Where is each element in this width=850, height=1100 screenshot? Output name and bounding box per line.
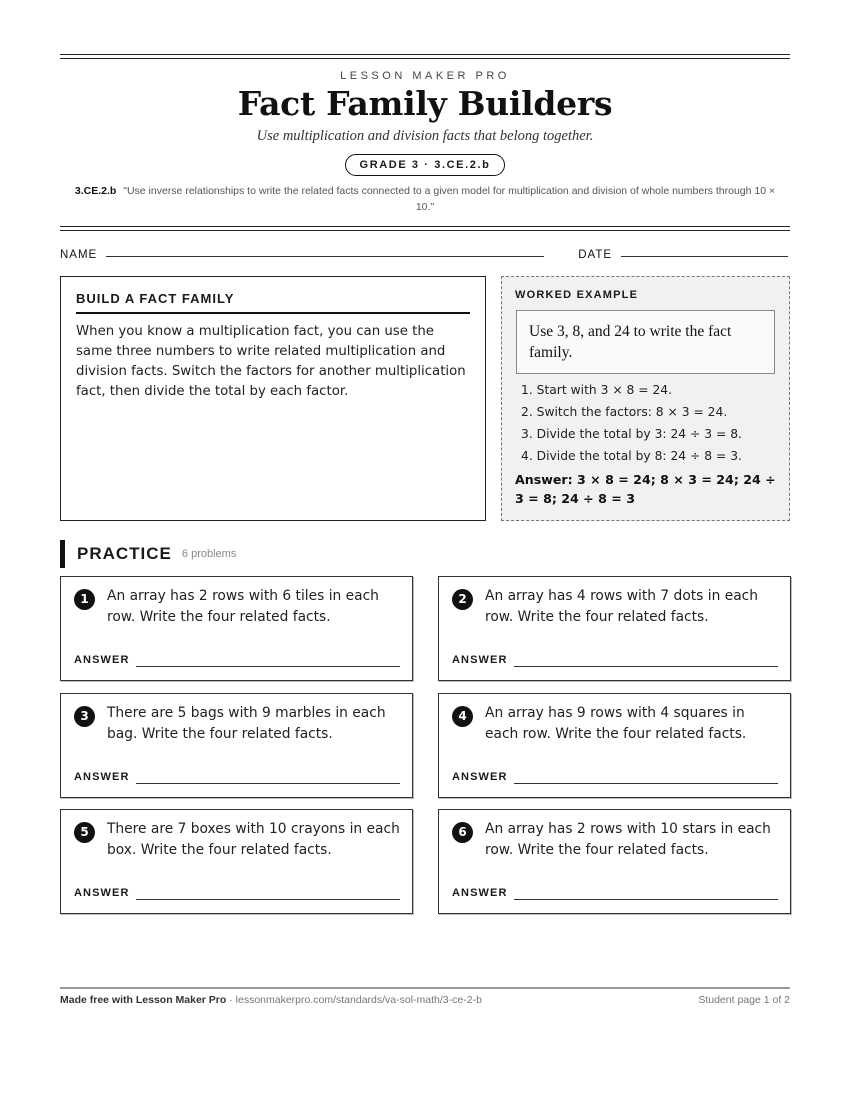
answer-field[interactable] xyxy=(136,783,400,784)
problem-text: An array has 9 rows with 4 squares in each row. Write the four related facts. xyxy=(485,705,747,742)
date-label: DATE xyxy=(578,249,613,261)
worked-example-step: 2. Switch the factors: 8 × 3 = 24. xyxy=(521,405,728,419)
problem-text: There are 7 boxes with 10 crayons in each box. Write the four related facts. xyxy=(107,821,400,858)
page-subtitle: Use multiplication and division facts that belong together. xyxy=(256,128,594,144)
standard-description xyxy=(72,183,778,215)
problem-text: There are 5 bags with 9 marbles in each bag. Write the four related facts. xyxy=(107,705,386,742)
answer-label: ANSWER xyxy=(452,654,508,666)
standard-code: 3.CE.2.b xyxy=(74,185,117,197)
grade-badge: GRADE 3 · 3.CE.2.b xyxy=(345,154,506,176)
problem-number-badge: 2 xyxy=(452,589,473,610)
build-fact-family-box xyxy=(60,276,486,521)
footer-rule xyxy=(60,987,790,989)
brand-name: LESSON MAKER PRO xyxy=(340,70,510,82)
problem-number-badge: 3 xyxy=(74,706,95,727)
worksheet-page xyxy=(60,0,790,1006)
problem-number-badge: 1 xyxy=(74,589,95,610)
standard-text: "Use inverse relationships to write the related facts connected to a given model for multiplication and division of whole numbers through 10 × 10." xyxy=(123,185,776,213)
worked-example-step: 3. Divide the total by 3: 24 ÷ 3 = 8. xyxy=(521,427,742,441)
footer xyxy=(60,994,790,1006)
practice-heading: PRACTICE xyxy=(77,544,172,563)
intro-heading: BUILD A FACT FAMILY xyxy=(76,291,470,314)
worked-example-heading: WORKED EXAMPLE xyxy=(515,289,639,301)
answer-field[interactable] xyxy=(514,666,778,667)
page-indicator: Student page 1 of 2 xyxy=(698,994,790,1006)
grade-badge-wrap xyxy=(60,153,790,176)
intro-panels xyxy=(60,276,790,521)
problem-number-badge: 5 xyxy=(74,822,95,843)
worked-example-prompt: Use 3, 8, and 24 to write the fact family. xyxy=(516,310,775,374)
practice-header xyxy=(60,540,236,568)
name-label: NAME xyxy=(60,249,98,261)
answer-field[interactable] xyxy=(136,899,400,900)
answer-label: ANSWER xyxy=(74,887,130,899)
answer-label: ANSWER xyxy=(74,654,130,666)
worked-example-box xyxy=(501,276,790,521)
problem-count: 6 problems xyxy=(181,548,237,560)
footer-credit xyxy=(60,994,482,1006)
worked-example-steps xyxy=(521,379,776,467)
header-bottom-rule xyxy=(60,226,790,231)
problem-number-badge: 6 xyxy=(452,822,473,843)
problem-card-6 xyxy=(438,809,791,914)
answer-field[interactable] xyxy=(514,783,778,784)
name-field[interactable] xyxy=(106,256,544,257)
answer-label: ANSWER xyxy=(452,771,508,783)
problem-text: An array has 2 rows with 6 tiles in each row. Write the four related facts. xyxy=(107,588,379,625)
answer-label: ANSWER xyxy=(452,887,508,899)
answer-field[interactable] xyxy=(136,666,400,667)
problem-card-5 xyxy=(60,809,413,914)
footer-url[interactable]: · lessonmakerpro.com/standards/va-sol-math/3-ce-2-b xyxy=(226,994,482,1006)
answer-field[interactable] xyxy=(514,899,778,900)
footer-made-with: Made free with Lesson Maker Pro xyxy=(60,994,227,1006)
worked-example-step: 4. Divide the total by 8: 24 ÷ 8 = 3. xyxy=(521,449,742,463)
header-top-rule xyxy=(60,54,790,59)
problem-number-badge: 4 xyxy=(452,706,473,727)
problem-text: An array has 2 rows with 10 stars in each row. Write the four related facts. xyxy=(485,821,771,858)
worked-example-answer: Answer: 3 × 8 = 24; 8 × 3 = 24; 24 ÷ 3 = 8; 24 ÷ 8 = 3 xyxy=(515,472,776,506)
problem-card-2 xyxy=(438,576,791,681)
page-title: Fact Family Builders xyxy=(237,84,613,123)
problem-card-1 xyxy=(60,576,413,681)
problem-text: An array has 4 rows with 7 dots in each row. Write the four related facts. xyxy=(485,588,758,625)
answer-label: ANSWER xyxy=(74,771,130,783)
date-field[interactable] xyxy=(621,256,788,257)
intro-body: When you know a multiplication fact, you can use the same three numbers to write related multiplication and division facts. Switch the factors for another multiplication fact, then divide the total by each factor. xyxy=(76,324,466,399)
worked-example-step: 1. Start with 3 × 8 = 24. xyxy=(521,383,673,397)
problem-card-4 xyxy=(438,693,791,798)
name-date-row xyxy=(60,249,790,261)
problem-card-3 xyxy=(60,693,413,798)
